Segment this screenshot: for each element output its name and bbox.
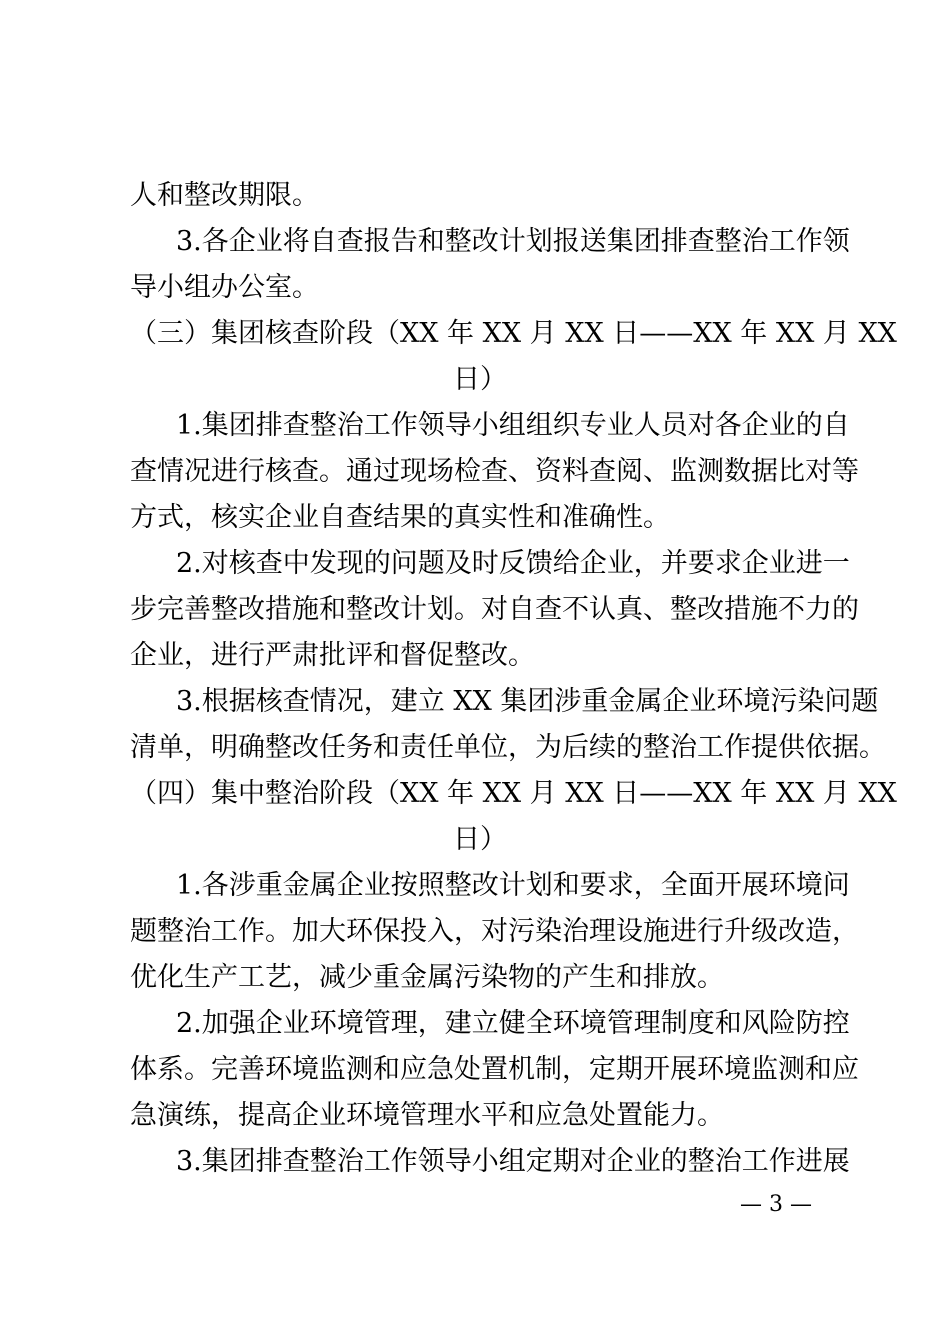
paragraph-line: 3.各企业将自查报告和整改计划报送集团排查整治工作领 [176,226,850,257]
section-heading: 日） [453,364,507,395]
paragraph-line: 3.集团排查整治工作领导小组定期对企业的整治工作进展 [176,1146,850,1177]
page-number: — 3 — [740,1192,812,1217]
paragraph-line: 2.对核查中发现的问题及时反馈给企业，并要求企业进一 [176,548,850,579]
paragraph-line: 1.集团排查整治工作领导小组组织专业人员对各企业的自 [176,410,850,441]
paragraph-line: 企业，进行严肃批评和督促整改。 [130,640,535,671]
section-heading: 日） [453,824,507,855]
paragraph-line: 题整治工作。加大环保投入，对污染治理设施进行升级改造， [130,916,859,947]
paragraph-line: 3.根据核查情况，建立 XX 集团涉重金属企业环境污染问题 [176,686,879,717]
paragraph-line: 方式，核实企业自查结果的真实性和准确性。 [130,502,670,533]
paragraph-line: 查情况进行核查。通过现场检查、资料查阅、监测数据比对等 [130,456,859,487]
section-heading: （四）集中整治阶段（XX 年 XX 月 XX 日——XX 年 XX 月 XX [130,778,897,809]
paragraph-line: 清单，明确整改任务和责任单位，为后续的整治工作提供依据。 [130,732,886,763]
section-heading: （三）集团核查阶段（XX 年 XX 月 XX 日——XX 年 XX 月 XX [130,318,897,349]
paragraph-line: 急演练，提高企业环境管理水平和应急处置能力。 [130,1100,724,1131]
paragraph-line: 2.加强企业环境管理，建立健全环境管理制度和风险防控 [176,1008,850,1039]
paragraph-line: 步完善整改措施和整改计划。对自查不认真、整改措施不力的 [130,594,859,625]
paragraph-line: 1.各涉重金属企业按照整改计划和要求，全面开展环境问 [176,870,850,901]
paragraph-line: 体系。完善环境监测和应急处置机制，定期开展环境监测和应 [130,1054,859,1085]
paragraph-line: 优化生产工艺，减少重金属污染物的产生和排放。 [130,962,724,993]
paragraph-line: 导小组办公室。 [130,272,319,303]
paragraph-line: 人和整改期限。 [130,180,319,211]
